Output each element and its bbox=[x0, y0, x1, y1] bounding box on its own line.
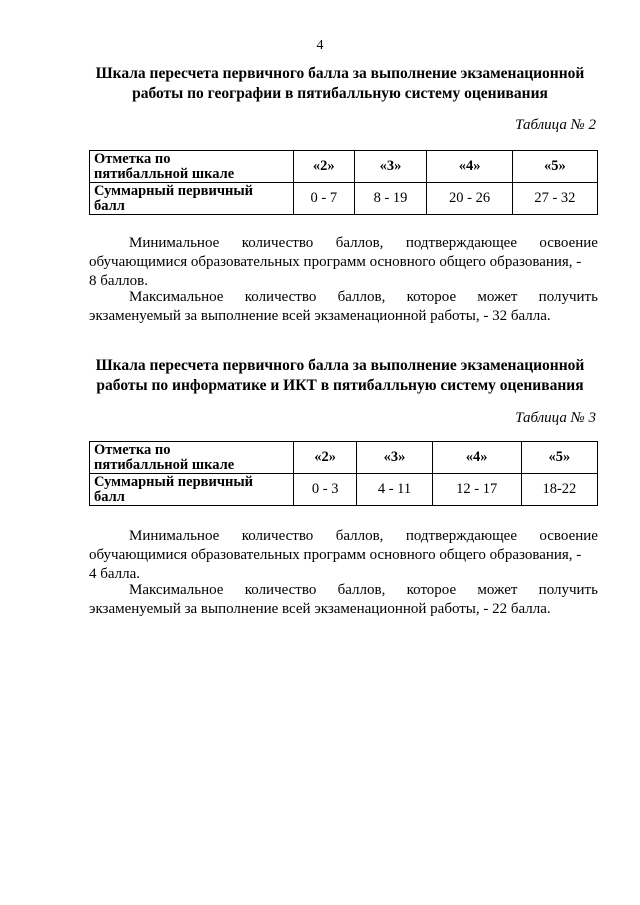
word: количество bbox=[244, 289, 317, 305]
row-header-grade bbox=[90, 151, 294, 183]
row-header-line: Суммарный первичный bbox=[94, 474, 254, 490]
row-header-line: пятибалльной шкале bbox=[94, 457, 235, 473]
table-label: Таблица № 2 bbox=[515, 117, 596, 133]
range-cell: 18-22 bbox=[521, 474, 597, 506]
word: может bbox=[477, 289, 518, 305]
word: которое bbox=[406, 289, 457, 305]
paragraph-max bbox=[89, 288, 598, 326]
grade-cell: «3» bbox=[354, 151, 427, 183]
row-header-score bbox=[90, 474, 294, 506]
title-line: работы по информатике и ИКТ в пятибалльную систему оценивания bbox=[96, 377, 584, 394]
range-cell: 27 - 32 bbox=[512, 183, 597, 215]
word: количество bbox=[241, 528, 314, 544]
score-table bbox=[89, 441, 598, 506]
paragraph-max bbox=[89, 581, 598, 619]
title-line: Шкала пересчета первичного балла за выполнение экзаменационной bbox=[95, 357, 585, 374]
range-cell: 4 - 11 bbox=[357, 474, 432, 506]
word: Максимальное bbox=[129, 289, 224, 305]
word: баллов, bbox=[337, 582, 386, 598]
range-cell: 8 - 19 bbox=[354, 183, 427, 215]
grade-cell: «2» bbox=[294, 151, 355, 183]
word: количество bbox=[241, 235, 314, 251]
paragraph-line: 4 балла. bbox=[89, 566, 141, 582]
row-header-line: пятибалльной шкале bbox=[94, 166, 235, 182]
range-cell: 12 - 17 bbox=[432, 474, 521, 506]
table-row bbox=[90, 474, 598, 506]
word: которое bbox=[406, 582, 457, 598]
word: Минимальное bbox=[129, 235, 220, 251]
grade-cell: «4» bbox=[427, 151, 512, 183]
paragraph-line: экзаменуемый за выполнение всей экзаменационной работы, - 22 балла. bbox=[89, 601, 551, 617]
word: освоение bbox=[539, 528, 598, 544]
row-header-line: Отметка по bbox=[94, 442, 171, 458]
word: количество bbox=[244, 582, 317, 598]
row-header-line: Отметка по bbox=[94, 151, 171, 167]
paragraph-line: обучающимися образовательных программ основного общего образования, - bbox=[89, 547, 582, 563]
table-row bbox=[90, 442, 598, 474]
grade-cell: «5» bbox=[512, 151, 597, 183]
word: Минимальное bbox=[129, 528, 220, 544]
paragraph-line bbox=[89, 581, 598, 600]
word: Максимальное bbox=[129, 582, 224, 598]
paragraph-line bbox=[89, 234, 598, 253]
row-header-line: Суммарный первичный bbox=[94, 183, 254, 199]
word: подтверждающее bbox=[405, 235, 517, 251]
table-row bbox=[90, 151, 598, 183]
word: баллов, bbox=[337, 289, 386, 305]
page-number: 4 bbox=[316, 38, 324, 53]
word: получить bbox=[538, 582, 598, 598]
paragraph-line bbox=[89, 288, 598, 307]
section-title bbox=[80, 356, 600, 396]
section-title bbox=[80, 64, 600, 104]
paragraph-line bbox=[89, 527, 598, 546]
paragraph-min bbox=[89, 527, 598, 584]
grade-cell: «5» bbox=[521, 442, 597, 474]
word: баллов, bbox=[335, 528, 384, 544]
word: получить bbox=[538, 289, 598, 305]
title-line: работы по географии в пятибалльную систему оценивания bbox=[132, 85, 548, 102]
title-line: Шкала пересчета первичного балла за выполнение экзаменационной bbox=[95, 65, 585, 82]
grade-cell: «4» bbox=[432, 442, 521, 474]
range-cell: 20 - 26 bbox=[427, 183, 512, 215]
grade-cell: «3» bbox=[357, 442, 432, 474]
range-cell: 0 - 3 bbox=[294, 474, 357, 506]
table-row bbox=[90, 183, 598, 215]
table-label: Таблица № 3 bbox=[515, 410, 596, 426]
word: освоение bbox=[539, 235, 598, 251]
paragraph-line: 8 баллов. bbox=[89, 273, 148, 289]
word: подтверждающее bbox=[405, 528, 517, 544]
row-header-grade bbox=[90, 442, 294, 474]
score-table bbox=[89, 150, 598, 215]
row-header-line: балл bbox=[94, 489, 125, 505]
word: может bbox=[477, 582, 518, 598]
paragraph-min bbox=[89, 234, 598, 291]
row-header-line: балл bbox=[94, 198, 125, 214]
grade-cell: «2» bbox=[294, 442, 357, 474]
paragraph-line: обучающимися образовательных программ основного общего образования, - bbox=[89, 254, 582, 270]
range-cell: 0 - 7 bbox=[294, 183, 355, 215]
row-header-score bbox=[90, 183, 294, 215]
word: баллов, bbox=[335, 235, 384, 251]
paragraph-line: экзаменуемый за выполнение всей экзаменационной работы, - 32 балла. bbox=[89, 308, 551, 324]
